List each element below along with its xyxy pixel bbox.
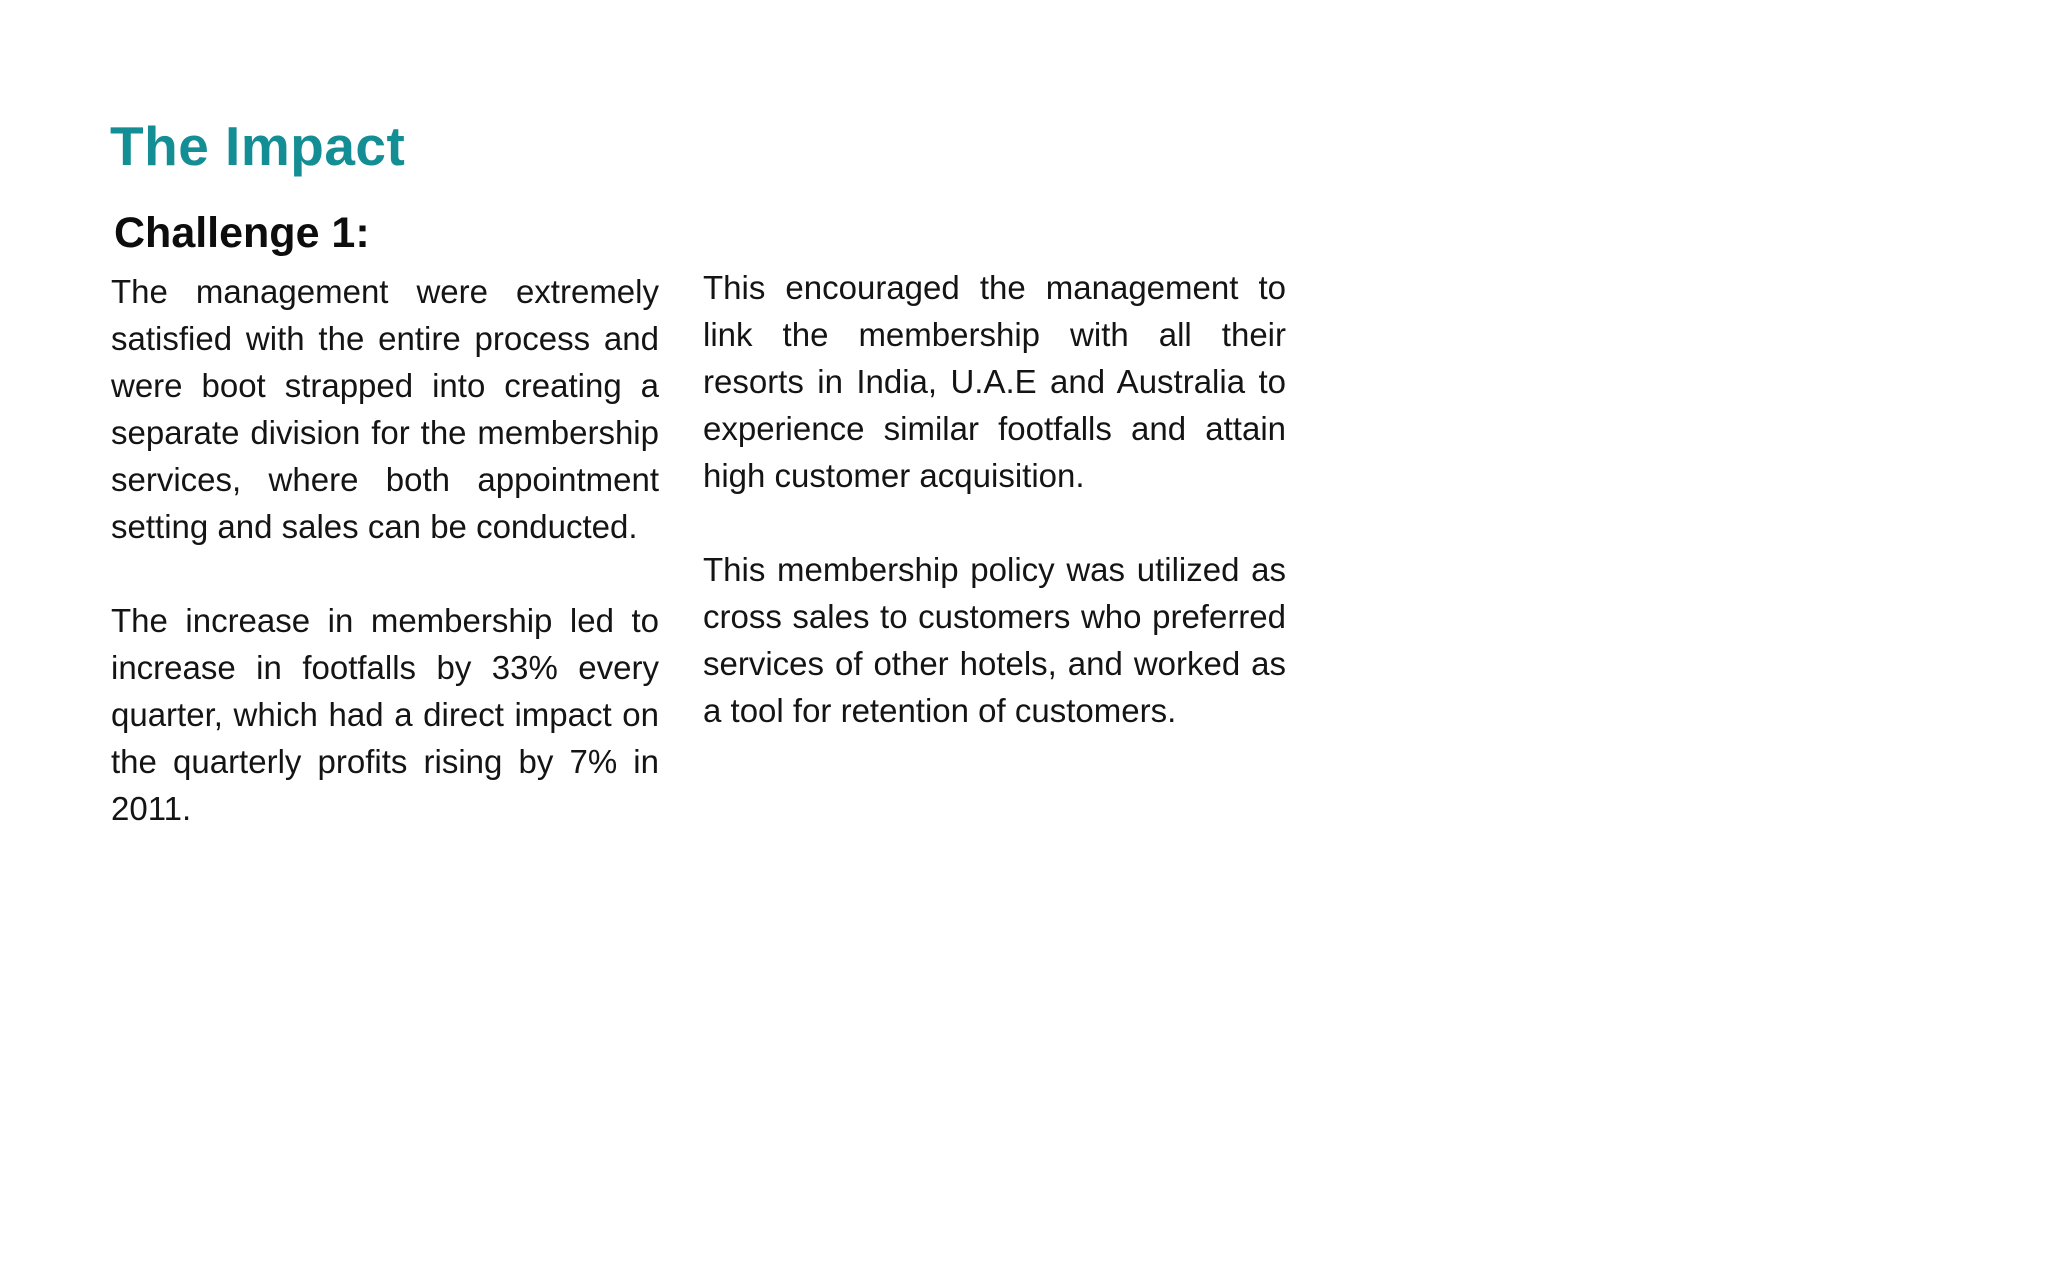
- right-text-column: [703, 264, 1286, 734]
- challenge-heading: Challenge 1:: [114, 209, 370, 257]
- left-paragraph-1: The management were extremely satisfied with the entire process and were boot strapped into creating a separate division for the membership services, where both appointment setting and sales can be conducted.: [111, 273, 659, 545]
- right-paragraph-2: This membership policy was utilized as cross sales to customers who preferred services of other hotels, and worked as a tool for retention of customers.: [703, 551, 1286, 729]
- slide-title: The Impact: [110, 115, 406, 177]
- left-paragraph-2: The increase in membership led to increase in footfalls by 33% every quarter, which had a direct impact on the quarterly profits rising by 7% in 2011.: [111, 602, 659, 827]
- left-text-column: [111, 268, 659, 832]
- right-paragraph-1: This encouraged the management to link the membership with all their resorts in India, U.A.E and Australia to experience similar footfalls and attain high customer acquisition.: [703, 269, 1286, 494]
